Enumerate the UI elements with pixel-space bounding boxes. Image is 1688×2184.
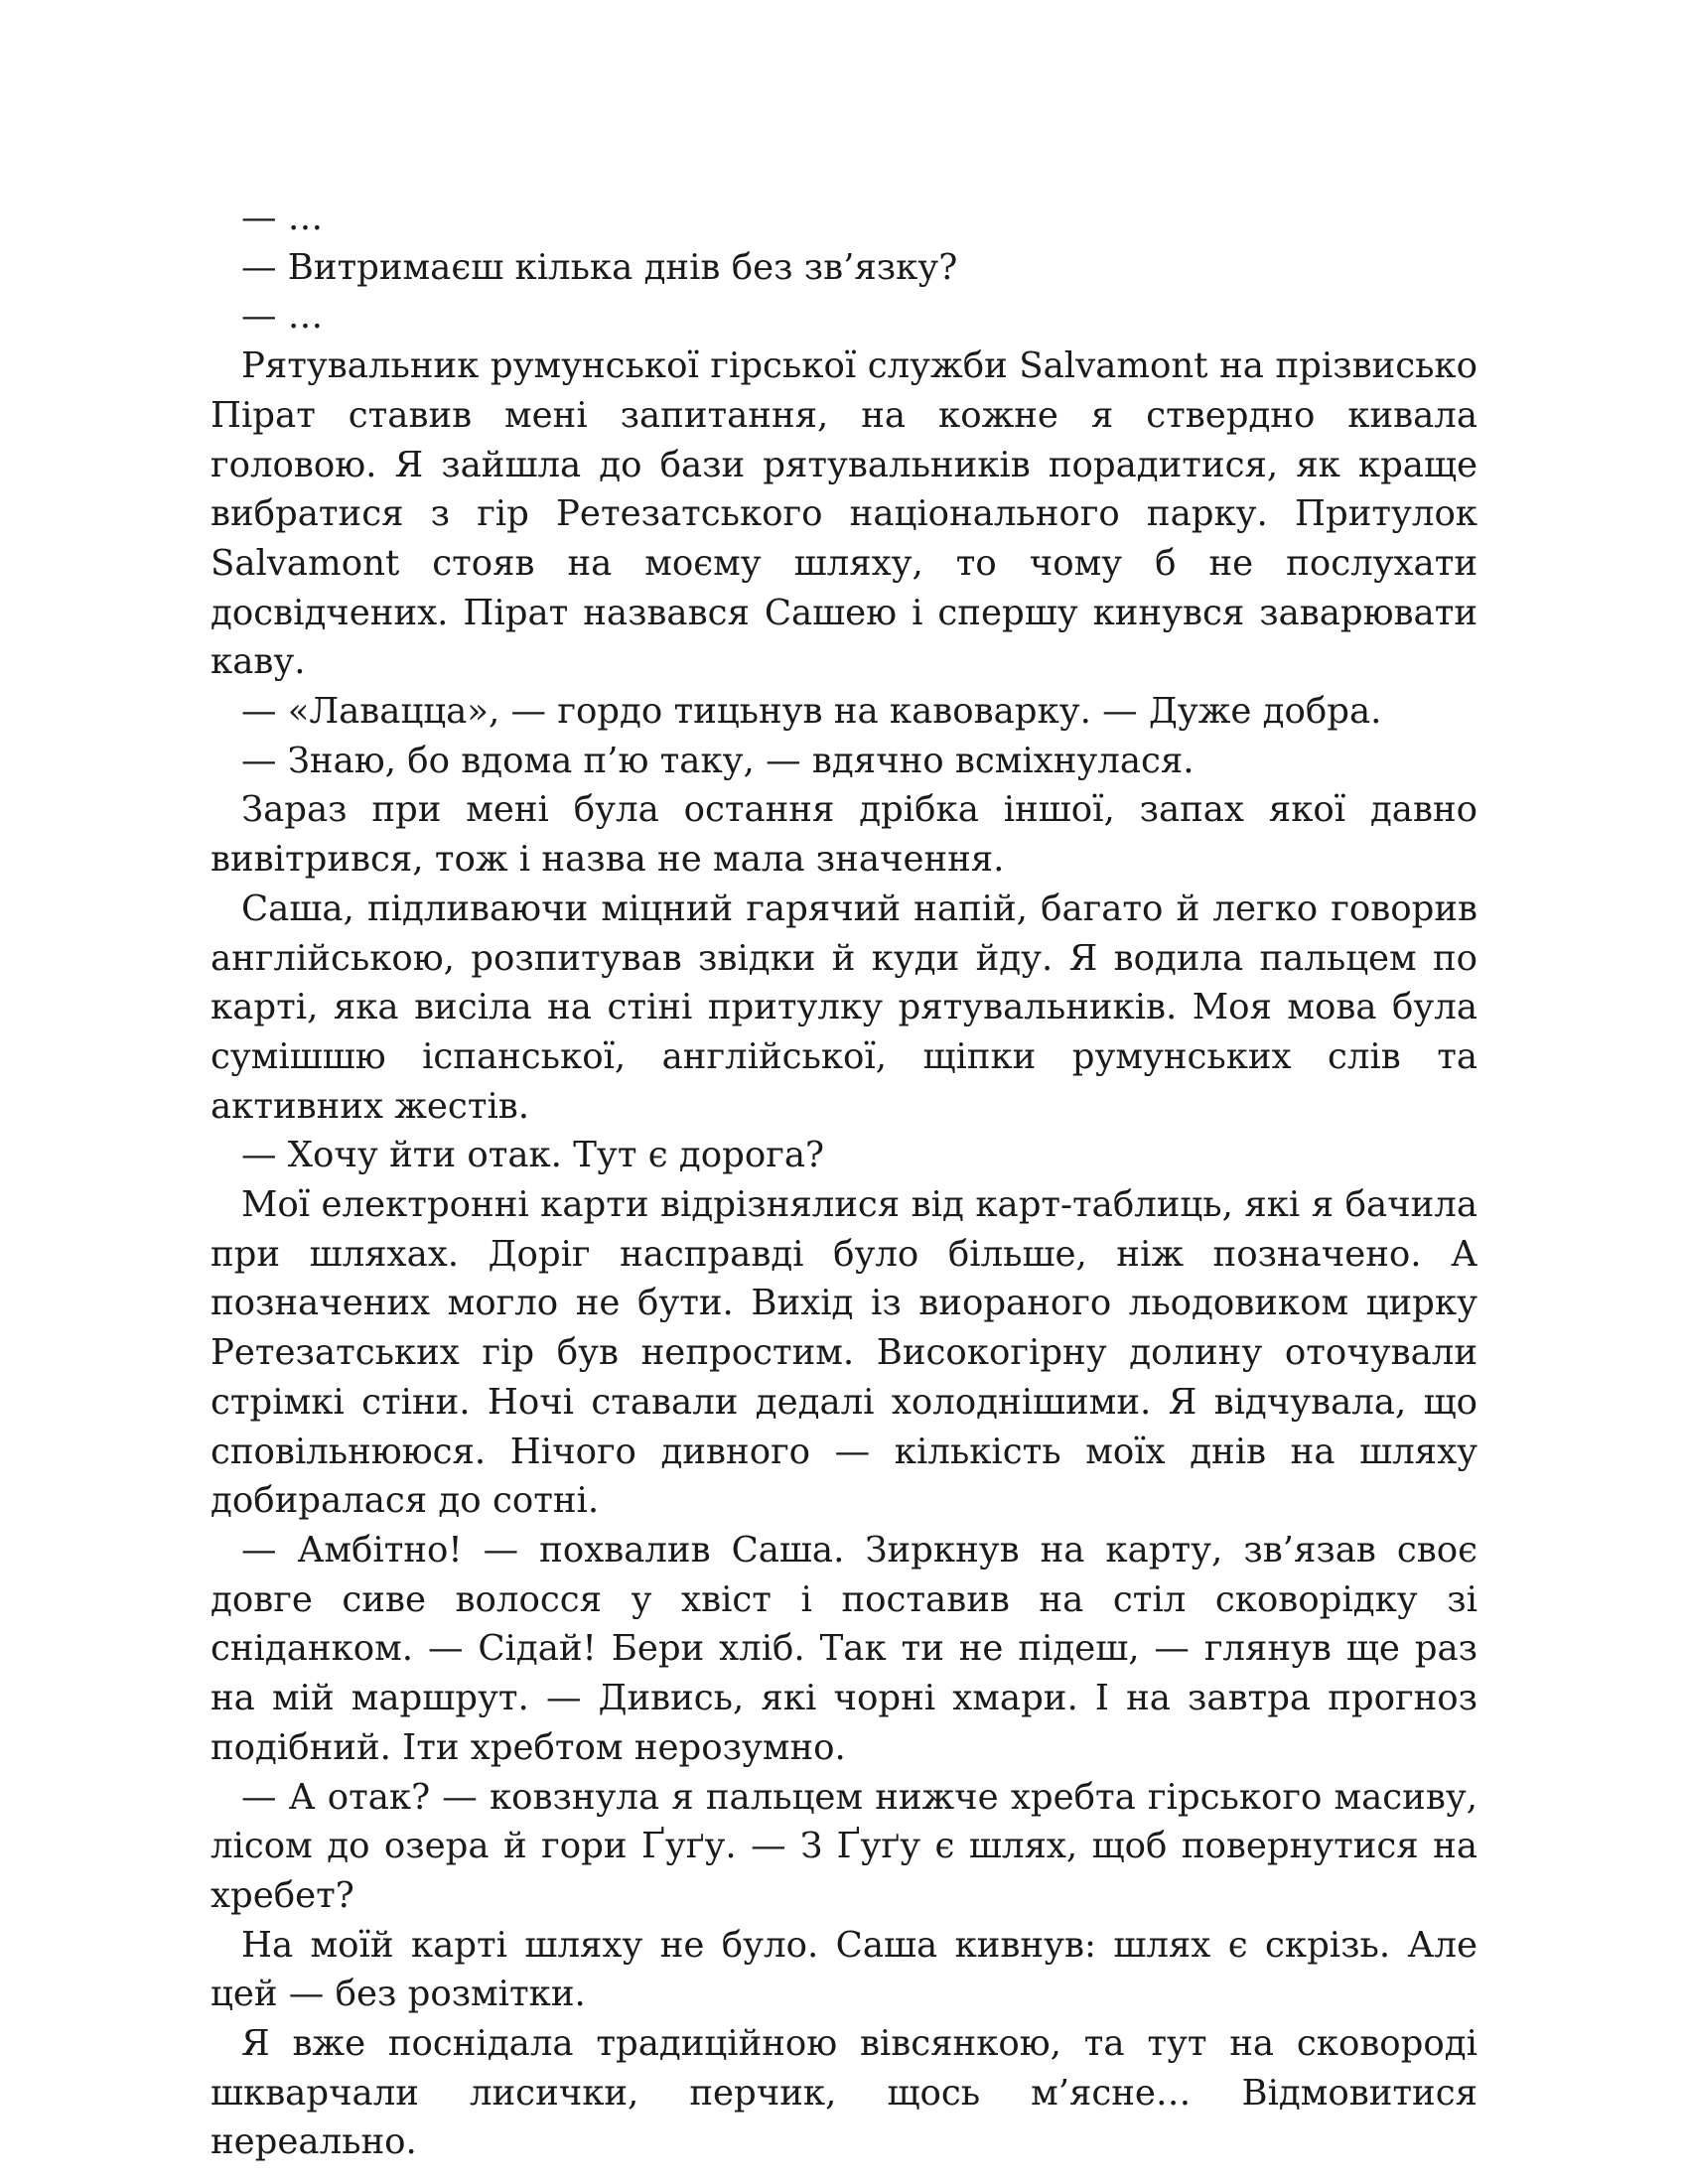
paragraph: — Амбітно! — похвалив Саша. Зиркнув на карту, зв’язав своє довге сиве волосся у хвіст і поставив на стіл сковорідку зі сніданком. — Сідай! Бери хліб. Так ти не підеш, — глянув ще раз на мій маршрут. — Дивись, які чорні хмари. І на завтра прогноз подібний. Іти хребтом нерозумно. xyxy=(211,1529,1477,1768)
paragraph: — А отак? — ковзнула я пальцем нижче хребта гірського масиву, лісом до озера й гори Ґуґу. — З Ґуґу є шлях, щоб повернутися на хребет? xyxy=(211,1776,1477,1916)
dialogue-line: — Витримаєш кілька днів без зв’язку? xyxy=(241,246,958,288)
dialogue-line: — «Лавацца», — гордо тицьнув на кавоварку. — Дуже добра. xyxy=(241,691,1382,733)
dialogue-line: — Знаю, бо вдома п’ю таку, — вдячно всміхнулася. xyxy=(241,740,1195,781)
paragraph: Саша, підливаючи міцний гарячий напій, багато й легко говорив англійською, розпитував звідки й куди йду. Я водила пальцем по карті, яка висіла на стіні притулку рятувальників. Моя мова була сумішшю іспанської, англійської, щіпки румунських слів та активних жестів. xyxy=(211,887,1477,1127)
dialogue-line: — … xyxy=(241,296,324,338)
paragraph: Мої електронні карти відрізнялися від карт-таблиць, які я бачила при шляхах. Доріг насправді було більше, ніж позначено. А позначених могло не бути. Вихід із виораного льодовиком цирку Ретезатських гір був непростим. Високогірну долину оточували стрімкі стіни. Ночі ставали дедалі холоднішими. Я відчувала, що сповільнююся. Нічого дивного — кількість моїх днів на шляху добиралася до сотні. xyxy=(211,1184,1477,1522)
dialogue-line: — Хочу йти отак. Тут є дорога? xyxy=(241,1135,825,1176)
paragraph: Я вже поснідала традиційною вівсянкою, та тут на сковороді шкварчали лисички, перчик, щось м’ясне… Відмовитися нереально. xyxy=(211,2023,1477,2163)
dialogue-line: — … xyxy=(241,198,324,238)
paragraph: Зараз при мені була остання дрібка іншої, запах якої давно вивітрився, тож і назва не мала значення. xyxy=(211,789,1477,881)
paragraph: На моїй карті шляху не було. Саша кивнув: шлях є скрізь. Але цей — без розмітки. xyxy=(211,1924,1477,2015)
page-body xyxy=(211,194,1477,2167)
paragraph: Рятувальник румунської гірської служби Salvamont на прізвисько Пірат ставив мені запитання, на кожне я ствердно кивала головою. Я зайшла до бази рятувальників порадитися, як краще вибратися з гір Ретезатського національного парку. Притулок Salvamont стояв на моєму шляху, то чому б не послухати досвідчених. Пірат назвався Сашею і спершу кинувся заварювати каву. xyxy=(211,345,1477,683)
